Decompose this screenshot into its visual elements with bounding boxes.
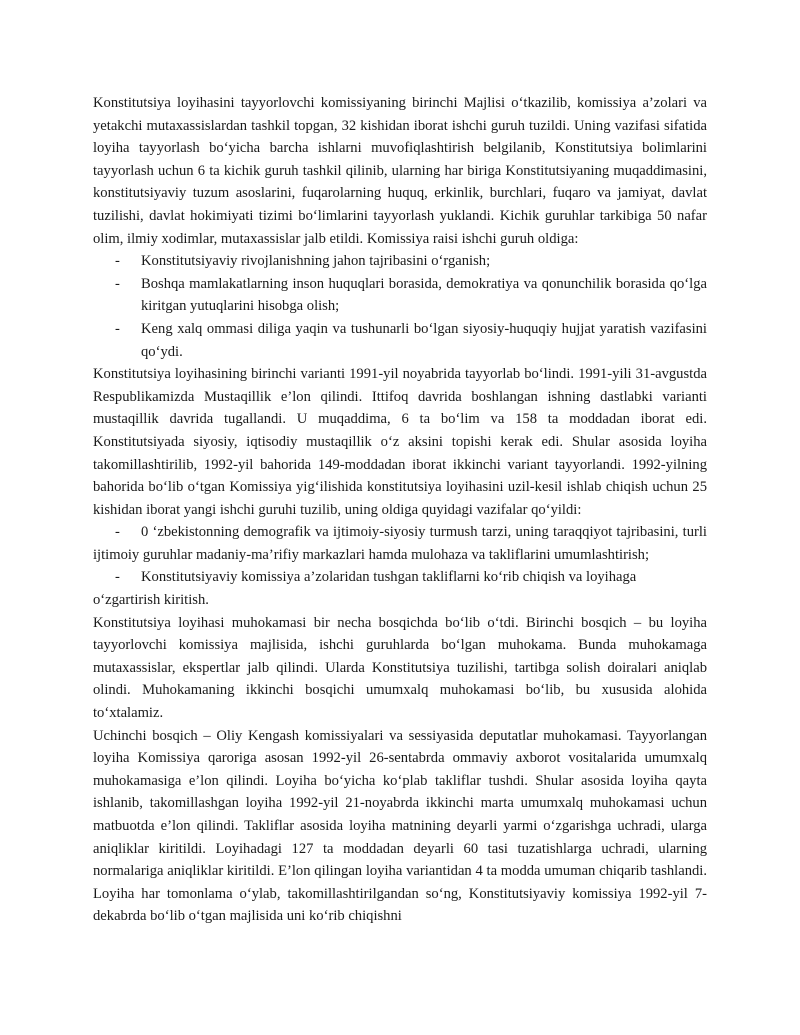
list-item-text-first: Konstitutsiyaviy komissiya a’zolaridan tushgan takliflarni ko‘rib chiqish va loyihaga [141,569,637,586]
list-item-text-rest: o‘zgartirish kiritish. [93,592,209,609]
tasks-list-2 [93,521,707,611]
tasks-list-1 [93,250,707,363]
list-dash: - [115,569,120,586]
list-item-text: Konstitutsiyaviy rivojlanishning jahon tajribasini o‘rganish; [141,253,491,270]
list-dash: - [115,320,120,337]
list-item-text-rest: turli ijtimoiy guruhlar madaniy-ma’rifiy markazlari hamda mulohaza va takliflarini umumlashtirish; [93,524,707,563]
list-item [93,318,707,363]
list-item-text: Keng xalq ommasi diliga yaqin va tushunarli bo‘lgan siyosiy-huquqiy hujjat yaratish vazifasini qo‘ydi. [141,320,707,360]
list-dash: - [115,253,120,270]
list-item [93,521,707,566]
paragraph-4: Uchinchi bosqich – Oliy Kengash komissiyalari va sessiyasida deputatlar muhokamasi. Tayyorlangan loyiha Komissiya qaroriga asosan 1992-yil 26-sentabrda ommaviy axborot vositalarida umumxalq muhokamasiga e’lon qilindi. Loyiha bo‘yicha ko‘plab takliflar tushdi. Shular asosida loyiha qayta ishlanib, takomillashgan loyiha 1992-yil 21-noyabrda ikkinchi marta umumxalq muhokamasi uchun matbuotda e’lon qilindi. Takliflar asosida loyiha matnining deyarli yarmi o‘zgarishga uchradi, ularga aniqliklar kiritildi. Loyihadagi 127 ta moddadan deyarli 60 tasi tuzatishlarga uchradi, ularning normalariga aniqliklar kiritildi. E’lon qilingan loyiha variantidan 4 ta modda umuman chiqarib tashlandi. Loyiha har tomonlama o‘ylab, takomillashtirilgandan so‘ng, Konstitutsiyaviy komissiya 1992-yil 7-dekabrda bo‘lib o‘tgan majlisida uni ko‘rib chiqishni [93,727,707,925]
list-dash: - [115,275,120,292]
list-dash: - [115,524,120,541]
paragraph-2: Konstitutsiya loyihasining birinchi varianti 1991-yil noyabrida tayyorlab bo‘lindi. 1991-yili 31-avgustda Respublikamizda Mustaqillik e’lon qilindi. Ittifoq davrida boshlangan ishning dastlabki varianti mustaqillik davrida tugallandi. U muqaddima, 6 ta bo‘lim va 158 ta moddadan iborat edi. Konstitutsiyada siyosiy, iqtisodiy mustaqillik o‘z aksini topishi kerak edi. Shular asosida loyiha takomillashtirilib, 1992-yil bahorida 149-moddadan iborat ikkinchi variant tayyorlandi. 1992-yilning bahorida bo‘lib o‘tgan Komissiya yig‘ilishida konstitutsiya loyihasini uzil-kesil ishlab chiqish uchun 25 kishidan iborat yangi ishchi guruhi tuzilib, uning oldiga quyidagi vazifalar qo‘yildi: [93,366,707,518]
paragraph-3: Konstitutsiya loyihasi muhokamasi bir necha bosqichda bo‘lib o‘tdi. Birinchi bosqich – bu loyiha tayyorlovchi komissiya majlisida, ishchi guruhlarda bo‘lgan muhokama. Bunda muhokamaga mutaxassislar, ekspertlar jalb qilindi. Ularda Konstitutsiya tuzilishi, tartibga solish doiralari aniqlab olindi. Muhokamaning ikkinchi bosqichi umumxalq muhokamasi bo‘lib, bu xususida alohida to‘xtalamiz. [93,614,707,722]
list-item [93,273,707,318]
list-item-text: Boshqa mamlakatlarning inson huquqlari borasida, demokratiya va qonunchilik borasida qo‘lga kiritgan yutuqlarini hisobga olish; [141,275,707,315]
list-item-text-first: 0 ‘zbekistonning demografik va ijtimoiy-siyosiy turmush tarzi, uning taraqqiyot tajribasini, [141,524,679,541]
list-item [93,566,707,611]
list-item [93,250,707,273]
paragraph-1: Konstitutsiya loyihasini tayyorlovchi komissiyaning birinchi Majlisi o‘tkazilib, komissiya a’zolari va yetakchi mutaxassislardan tashkil topgan, 32 kishidan iborat ishchi guruh tuzildi. Uning vazifasi sifatida loyiha tayyorlash bo‘yicha barcha ishlarni muvofiqlashtirish belgilanib, Konstitutsiya bolimlarini tayyorlash uchun 6 ta kichik guruh tashkil qilinib, ularning har biriga Konstitutsiyaning muqaddimasini, konstitutsiyaviy tuzum asoslarini, fuqarolarning huquq, erkinlik, burchlari, fuqaro va jamiyat, davlat tuzilishi, davlat hokimiyati tizimi bo‘limlarini tayyorlash yuklandi. Kichik guruhlar tarkibiga 50 nafar olim, ilmiy xodimlar, mutaxassislar jalb etildi. Komissiya raisi ishchi guruh oldiga: [93,95,707,247]
